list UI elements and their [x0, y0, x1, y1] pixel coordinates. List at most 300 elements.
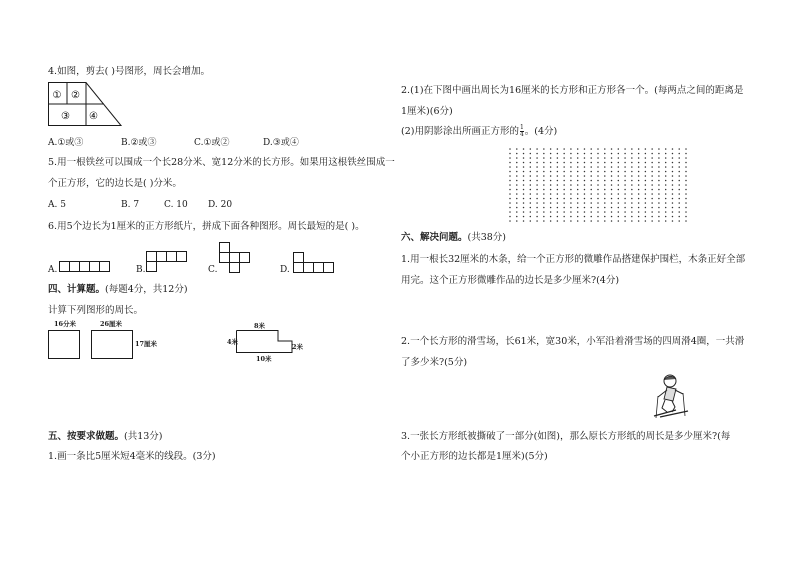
grid-dot	[523, 175, 525, 177]
grid-dot	[624, 153, 626, 155]
grid-dot	[550, 148, 552, 150]
grid-dot	[584, 189, 586, 191]
grid-dot	[651, 153, 653, 155]
grid-dot	[672, 202, 674, 204]
grid-dot	[638, 166, 640, 168]
q6-option-b[interactable]: B.	[136, 265, 146, 275]
grid-dot	[618, 193, 620, 195]
q2-part2-after: 。(4分)	[524, 126, 558, 137]
grid-dot	[651, 148, 653, 150]
grid-dot	[658, 220, 660, 222]
grid-dot	[624, 184, 626, 186]
grid-dot	[563, 189, 565, 191]
q5-option-d[interactable]: D. 20	[208, 200, 233, 210]
q5-option-c[interactable]: C. 10	[164, 200, 188, 210]
q2-line2: 1厘米)(6分)	[401, 106, 453, 117]
grid-dot	[543, 180, 545, 182]
grid-dot	[685, 171, 687, 173]
section5-q1: 1.画一条比5厘米短4毫米的线段。(3分)	[48, 451, 216, 462]
grid-dot	[611, 202, 613, 204]
grid-dot	[658, 211, 660, 213]
grid-dot	[550, 220, 552, 222]
grid-dot	[543, 166, 545, 168]
q6-shape-d	[293, 252, 337, 276]
grid-dot	[590, 193, 592, 195]
grid-dot	[665, 171, 667, 173]
grid-dot	[645, 202, 647, 204]
grid-dot	[584, 207, 586, 209]
grid-dot	[685, 180, 687, 182]
q6-option-d[interactable]: D.	[280, 265, 290, 275]
grid-dot	[672, 153, 674, 155]
grid-dot	[570, 220, 572, 222]
grid-dot	[509, 220, 511, 222]
grid-dot	[570, 180, 572, 182]
grid-dot	[523, 211, 525, 213]
grid-dot	[584, 216, 586, 218]
grid-dot	[645, 211, 647, 213]
grid-dot	[570, 193, 572, 195]
grid-dot	[611, 211, 613, 213]
grid-dot	[523, 220, 525, 222]
grid-dot	[584, 175, 586, 177]
grid-dot	[604, 198, 606, 200]
grid-dot	[678, 166, 680, 168]
q6-shape-a	[59, 261, 111, 273]
grid-dot	[536, 162, 538, 164]
section6-q3-line1: 3.一张长方形纸被撕破了一部分(如图)，那么原长方形纸的周长是多少厘米?(每	[401, 431, 731, 442]
grid-dot	[624, 220, 626, 222]
grid-dot	[645, 216, 647, 218]
grid-dot	[618, 184, 620, 186]
grid-dot	[631, 162, 633, 164]
grid-dot	[611, 157, 613, 159]
grid-dot	[590, 148, 592, 150]
q2-part2-before: (2)用阴影涂出所画正方形的	[401, 126, 519, 137]
grid-dot	[685, 175, 687, 177]
grid-dot	[550, 180, 552, 182]
grid-dot	[678, 198, 680, 200]
grid-dot	[577, 157, 579, 159]
grid-dot	[618, 189, 620, 191]
grid-dot	[516, 198, 518, 200]
grid-dot	[611, 171, 613, 173]
grid-dot	[685, 207, 687, 209]
grid-dot	[530, 175, 532, 177]
grid-dot	[611, 207, 613, 209]
grid-dot	[597, 198, 599, 200]
grid-dot	[536, 153, 538, 155]
grid-dot	[516, 180, 518, 182]
grid-dot	[543, 216, 545, 218]
grid-dot	[665, 153, 667, 155]
grid-dot	[557, 193, 559, 195]
grid-dot	[509, 189, 511, 191]
grid-dot	[536, 157, 538, 159]
grid-dot	[584, 148, 586, 150]
grid-dot	[645, 153, 647, 155]
section6-q1-line2: 用完。这个正方形微雕作品的边长是多少厘米?(4分)	[401, 275, 620, 286]
grid-dot	[685, 157, 687, 159]
grid-dot	[584, 162, 586, 164]
grid-dot	[638, 193, 640, 195]
grid-dot	[631, 216, 633, 218]
grid-dot	[509, 216, 511, 218]
section6-heading	[401, 232, 506, 244]
grid-dot	[631, 202, 633, 204]
grid-dot	[645, 207, 647, 209]
grid-dot	[604, 207, 606, 209]
grid-dot	[631, 184, 633, 186]
grid-dot	[651, 180, 653, 182]
grid-dot	[550, 193, 552, 195]
grid-dot	[685, 220, 687, 222]
grid-dot	[624, 175, 626, 177]
grid-dot	[618, 202, 620, 204]
grid-dot	[523, 157, 525, 159]
grid-dot	[557, 207, 559, 209]
grid-dot	[509, 211, 511, 213]
grid-dot	[563, 153, 565, 155]
grid-dot	[584, 211, 586, 213]
grid-dot	[624, 148, 626, 150]
grid-dot	[563, 220, 565, 222]
grid-dot	[584, 157, 586, 159]
grid-dot	[678, 157, 680, 159]
grid-dot	[624, 189, 626, 191]
grid-dot	[563, 148, 565, 150]
grid-dot	[604, 189, 606, 191]
grid-dot	[638, 211, 640, 213]
grid-dot	[536, 180, 538, 182]
grid-dot	[638, 184, 640, 186]
grid-dot	[685, 162, 687, 164]
grid-dot	[590, 171, 592, 173]
grid-dot	[624, 171, 626, 173]
grid-dot	[597, 180, 599, 182]
grid-dot	[543, 220, 545, 222]
q2-fraction	[520, 125, 524, 138]
grid-dot	[604, 220, 606, 222]
grid-dot	[590, 198, 592, 200]
grid-dot	[523, 216, 525, 218]
grid-dot	[638, 171, 640, 173]
grid-dot	[557, 157, 559, 159]
grid-dot	[597, 211, 599, 213]
grid-dot	[563, 171, 565, 173]
grid-dot	[590, 184, 592, 186]
grid-dot	[557, 180, 559, 182]
grid-dot	[651, 211, 653, 213]
grid-dot	[536, 207, 538, 209]
grid-dot	[543, 202, 545, 204]
grid-dot	[563, 198, 565, 200]
grid-dot	[516, 162, 518, 164]
grid-dot	[570, 207, 572, 209]
grid-dot	[631, 148, 633, 150]
grid-dot	[685, 193, 687, 195]
grid-dot	[631, 198, 633, 200]
q6-shape-c	[219, 242, 253, 276]
grid-dot	[597, 175, 599, 177]
grid-dot	[516, 220, 518, 222]
grid-dot	[516, 175, 518, 177]
grid-dot	[672, 216, 674, 218]
grid-dot	[645, 166, 647, 168]
grid-dot	[645, 184, 647, 186]
grid-dot	[563, 211, 565, 213]
grid-dot	[590, 202, 592, 204]
grid-dot	[530, 171, 532, 173]
grid-dot	[672, 207, 674, 209]
grid-dot	[638, 175, 640, 177]
grid-dot	[678, 175, 680, 177]
grid-dot	[651, 207, 653, 209]
grid-dot	[584, 180, 586, 182]
grid-dot	[590, 220, 592, 222]
q4-option-d[interactable]: D.③或④	[263, 138, 299, 148]
grid-dot	[597, 148, 599, 150]
grid-dot	[530, 202, 532, 204]
grid-dot	[590, 162, 592, 164]
grid-dot	[530, 198, 532, 200]
grid-dot	[536, 189, 538, 191]
grid-dot	[624, 198, 626, 200]
grid-dot	[604, 175, 606, 177]
grid-dot	[577, 216, 579, 218]
q4-option-c[interactable]: C.①或②	[194, 138, 230, 148]
grid-dot	[570, 171, 572, 173]
grid-dot	[638, 207, 640, 209]
grid-dot	[557, 189, 559, 191]
grid-dot	[570, 202, 572, 204]
grid-dot	[597, 171, 599, 173]
fig3-right-label: 2米	[292, 343, 304, 351]
grid-dot	[584, 153, 586, 155]
q6-shape-b	[146, 251, 190, 275]
grid-dot	[563, 166, 565, 168]
grid-dot	[645, 157, 647, 159]
grid-dot	[530, 153, 532, 155]
grid-dot	[658, 153, 660, 155]
grid-dot	[570, 198, 572, 200]
grid-dot	[523, 193, 525, 195]
grid-dot	[543, 189, 545, 191]
q2-fraction-num: 1	[519, 124, 524, 131]
grid-dot	[618, 157, 620, 159]
grid-dot	[570, 211, 572, 213]
grid-dot	[658, 193, 660, 195]
grid-dot	[672, 166, 674, 168]
grid-dot	[624, 162, 626, 164]
grid-dot	[651, 216, 653, 218]
grid-dot	[577, 220, 579, 222]
grid-dot	[597, 189, 599, 191]
grid-dot	[509, 184, 511, 186]
grid-dot	[577, 207, 579, 209]
grid-dot	[685, 166, 687, 168]
grid-dot	[536, 211, 538, 213]
grid-dot	[631, 193, 633, 195]
grid-dot	[530, 220, 532, 222]
grid-dot	[678, 153, 680, 155]
section6-title: 六、解决问题。	[401, 232, 468, 243]
skier-illustration	[650, 372, 692, 420]
grid-dot	[509, 207, 511, 209]
grid-dot	[638, 198, 640, 200]
grid-dot	[590, 216, 592, 218]
grid-dot	[509, 198, 511, 200]
grid-dot	[611, 162, 613, 164]
grid-dot	[590, 166, 592, 168]
grid-dot	[577, 198, 579, 200]
grid-dot	[651, 157, 653, 159]
fig3-bottom-label: 10米	[256, 355, 272, 363]
grid-dot	[557, 198, 559, 200]
grid-dot	[563, 157, 565, 159]
grid-dot	[604, 153, 606, 155]
grid-dot	[604, 211, 606, 213]
grid-dot	[577, 148, 579, 150]
grid-dot	[604, 162, 606, 164]
grid-dot	[597, 157, 599, 159]
q5-option-a[interactable]: A. 5	[48, 200, 66, 210]
grid-dot	[638, 157, 640, 159]
grid-dot	[590, 157, 592, 159]
grid-dot	[645, 180, 647, 182]
fig2-rectangle	[91, 330, 135, 360]
grid-dot	[611, 198, 613, 200]
grid-dot	[624, 216, 626, 218]
grid-dot	[685, 202, 687, 204]
grid-dot	[516, 211, 518, 213]
grid-dot	[631, 180, 633, 182]
grid-dot	[570, 189, 572, 191]
q6-option-c[interactable]: C.	[208, 265, 218, 275]
q4-figure	[48, 82, 128, 126]
grid-dot	[604, 180, 606, 182]
q2-line1: 2.(1)在下图中画出周长为16厘米的长方形和正方形各一个。(每两点之间的距离是	[401, 85, 744, 96]
grid-dot	[611, 193, 613, 195]
grid-dot	[611, 153, 613, 155]
grid-dot	[577, 171, 579, 173]
grid-dot	[597, 162, 599, 164]
grid-dot	[530, 166, 532, 168]
grid-dot	[678, 220, 680, 222]
grid-dot	[543, 157, 545, 159]
grid-dot	[651, 171, 653, 173]
grid-dot	[577, 180, 579, 182]
grid-dot	[516, 171, 518, 173]
section6-q2-line2: 了多少米?(5分)	[401, 357, 468, 368]
grid-dot	[618, 180, 620, 182]
fig2-right-label: 17厘米	[135, 340, 158, 348]
grid-dot	[523, 202, 525, 204]
grid-dot	[658, 180, 660, 182]
section6-q3-line2: 个小正方形的边长都是1厘米)(5分)	[401, 451, 548, 462]
grid-dot	[631, 207, 633, 209]
grid-dot	[685, 184, 687, 186]
grid-dot	[672, 184, 674, 186]
grid-dot	[516, 189, 518, 191]
grid-dot	[638, 148, 640, 150]
grid-dot	[509, 162, 511, 164]
grid-dot	[523, 180, 525, 182]
grid-dot	[618, 211, 620, 213]
grid-dot	[563, 207, 565, 209]
grid-dot	[685, 153, 687, 155]
q5-option-b[interactable]: B. 7	[121, 200, 140, 210]
grid-dot	[523, 171, 525, 173]
grid-dot	[516, 153, 518, 155]
grid-dot	[530, 193, 532, 195]
section4-title: 四、计算题。	[48, 284, 106, 295]
grid-dot	[570, 148, 572, 150]
grid-dot	[536, 193, 538, 195]
grid-dot	[577, 162, 579, 164]
grid-dot	[618, 153, 620, 155]
section4-heading	[48, 284, 188, 296]
grid-dot	[543, 162, 545, 164]
grid-dot	[638, 216, 640, 218]
grid-dot	[557, 175, 559, 177]
grid-dot	[631, 171, 633, 173]
grid-dot	[658, 171, 660, 173]
q4-option-b[interactable]: B.②或③	[121, 138, 157, 148]
grid-dot	[536, 171, 538, 173]
grid-dot	[645, 162, 647, 164]
grid-dot	[611, 175, 613, 177]
grid-dot	[530, 184, 532, 186]
grid-dot	[570, 166, 572, 168]
grid-dot	[645, 189, 647, 191]
q5-line2: 个正方形，它的边长是( )分米。	[48, 178, 182, 189]
grid-dot	[536, 184, 538, 186]
grid-dot	[631, 189, 633, 191]
q6-option-a[interactable]: A.	[48, 265, 58, 275]
q4-option-a[interactable]: A.①或③	[48, 138, 84, 148]
q4-shape-4: ④	[89, 111, 98, 122]
grid-dot	[604, 166, 606, 168]
grid-dot	[516, 157, 518, 159]
grid-dot	[516, 207, 518, 209]
grid-dot	[618, 148, 620, 150]
grid-dot	[645, 193, 647, 195]
grid-dot	[618, 162, 620, 164]
q4-text: 4.如图，剪去( )号图形，周长会增加。	[48, 66, 210, 77]
grid-dot	[577, 189, 579, 191]
grid-dot	[658, 162, 660, 164]
grid-dot	[597, 207, 599, 209]
grid-dot	[658, 184, 660, 186]
grid-dot	[624, 157, 626, 159]
grid-dot	[543, 193, 545, 195]
grid-dot	[577, 166, 579, 168]
grid-dot	[550, 157, 552, 159]
grid-dot	[530, 216, 532, 218]
grid-dot	[618, 220, 620, 222]
grid-dot	[624, 207, 626, 209]
grid-dot	[536, 216, 538, 218]
grid-dot	[658, 189, 660, 191]
dot-grid[interactable]	[508, 147, 688, 223]
grid-dot	[672, 180, 674, 182]
grid-dot	[618, 175, 620, 177]
grid-dot	[590, 207, 592, 209]
grid-dot	[665, 207, 667, 209]
grid-dot	[685, 198, 687, 200]
grid-dot	[550, 216, 552, 218]
